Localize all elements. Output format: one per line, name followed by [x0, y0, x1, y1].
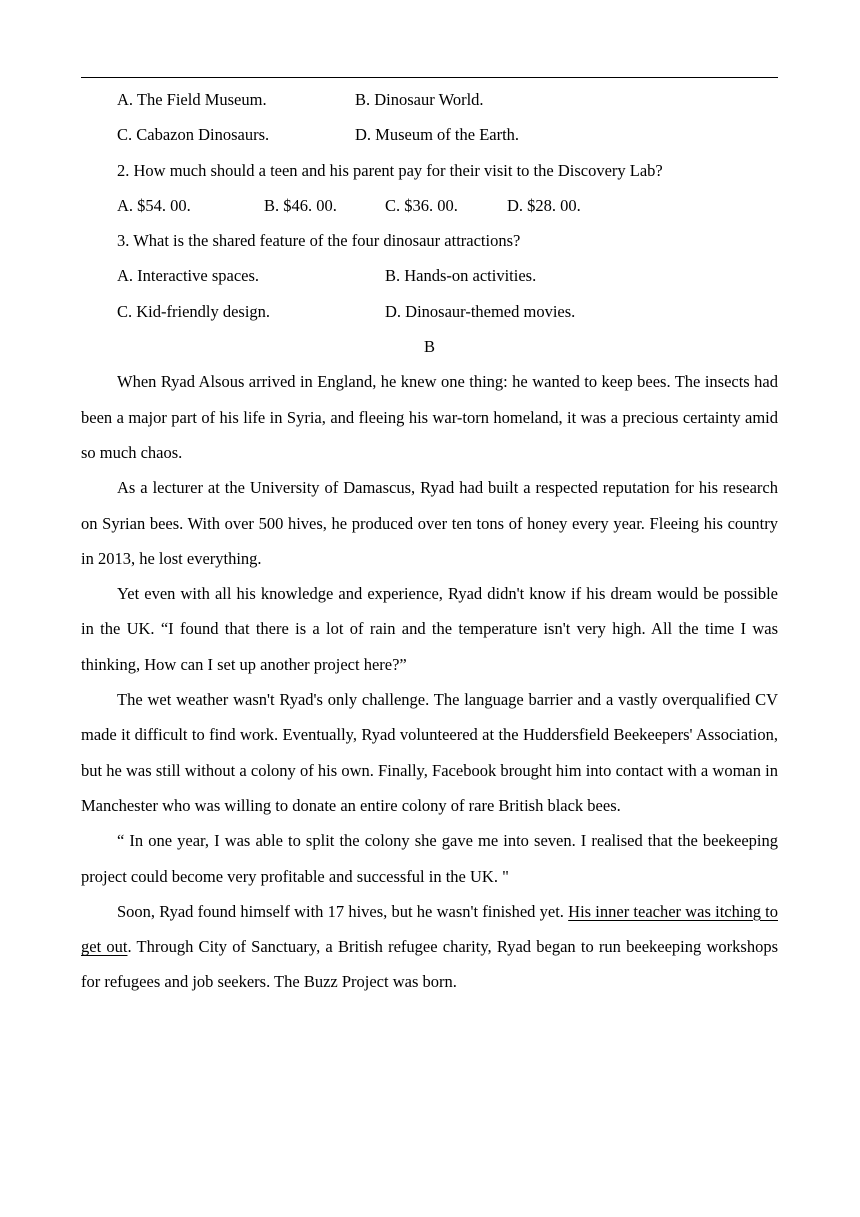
q2-option-c: C. $36. 00. [385, 195, 458, 215]
passage-paragraph-4: The wet weather wasn't Ryad's only challenge. The language barrier and a vastly overqualified CV made it difficult to find work. Eventually, Ryad volunteered at the Huddersfield Beekeepers' Association, but he was still without a colony of his own. Finally, Facebook brought him into contact with a woman in Manchester who was willing to donate an entire colony of rare British black bees. [81, 690, 778, 815]
q1-option-b: B. Dinosaur World. [355, 90, 484, 109]
q3-option-a: A. Interactive spaces. [117, 266, 260, 286]
q1-option-d: D. Museum of the Earth. [355, 125, 520, 145]
q2-option-a: A. $54. 00. [117, 195, 191, 215]
q1-options-row-2 [81, 117, 778, 152]
header-rule [81, 77, 778, 78]
q3-options-row-1 [81, 258, 778, 293]
passage-paragraph-1: When Ryad Alsous arrived in England, he knew one thing: he wanted to keep bees. The insects had been a major part of his life in Syria, and fleeing his war-torn homeland, it was a precious certainty amid so much chaos. [81, 372, 778, 462]
q3-option-c: C. Kid-friendly design. [117, 301, 271, 321]
q2-prompt: 2. How much should a teen and his parent pay for their visit to the Discovery Lab? [117, 160, 663, 180]
q1-option-a: A. The Field Museum. [117, 90, 267, 109]
q1-options-row-1 [81, 82, 778, 117]
section-b-heading: B [423, 337, 435, 357]
q2-option-b: B. $46. 00. [264, 195, 337, 215]
q2-option-d: D. $28. 00. [507, 195, 581, 215]
passage-paragraph-3: Yet even with all his knowledge and experience, Ryad didn't know if his dream would be possible in the UK. “I found that there is a lot of rain and the temperature isn't very high. All the time I was thinking, How can I set up another project here?” [81, 584, 778, 674]
q3-options-row-2 [81, 294, 778, 329]
passage-paragraph-2: As a lecturer at the University of Damascus, Ryad had built a respected reputation for his research on Syrian bees. With over 500 hives, he produced over ten tons of honey every year. Fleeing his country in 2013, he lost everything. [81, 478, 778, 568]
underlined-phrase: His inner teacher was itching to get out [81, 901, 778, 957]
document-body [81, 82, 778, 1000]
passage-paragraph-5: “ In one year, I was able to split the colony she gave me into seven. I realised that the beekeeping project could become very profitable and successful in the UK. " [81, 831, 778, 886]
paragraph-6-text-before: Soon, Ryad found himself with 17 hives, but he wasn't finished yet. [117, 901, 569, 921]
q3-option-d: D. Dinosaur-themed movies. [385, 301, 576, 321]
q3-prompt: 3. What is the shared feature of the four dinosaur attractions? [117, 231, 521, 251]
q2-options-row [81, 188, 778, 223]
q1-option-c: C. Cabazon Dinosaurs. [117, 125, 270, 145]
paragraph-6-text-after: . Through City of Sanctuary, a British refugee charity, Ryad began to run beekeeping workshops for refugees and job seekers. The Buzz Project was born. [81, 937, 778, 992]
passage-paragraph-6 [81, 894, 778, 1000]
q3-option-b: B. Hands-on activities. [385, 266, 537, 286]
